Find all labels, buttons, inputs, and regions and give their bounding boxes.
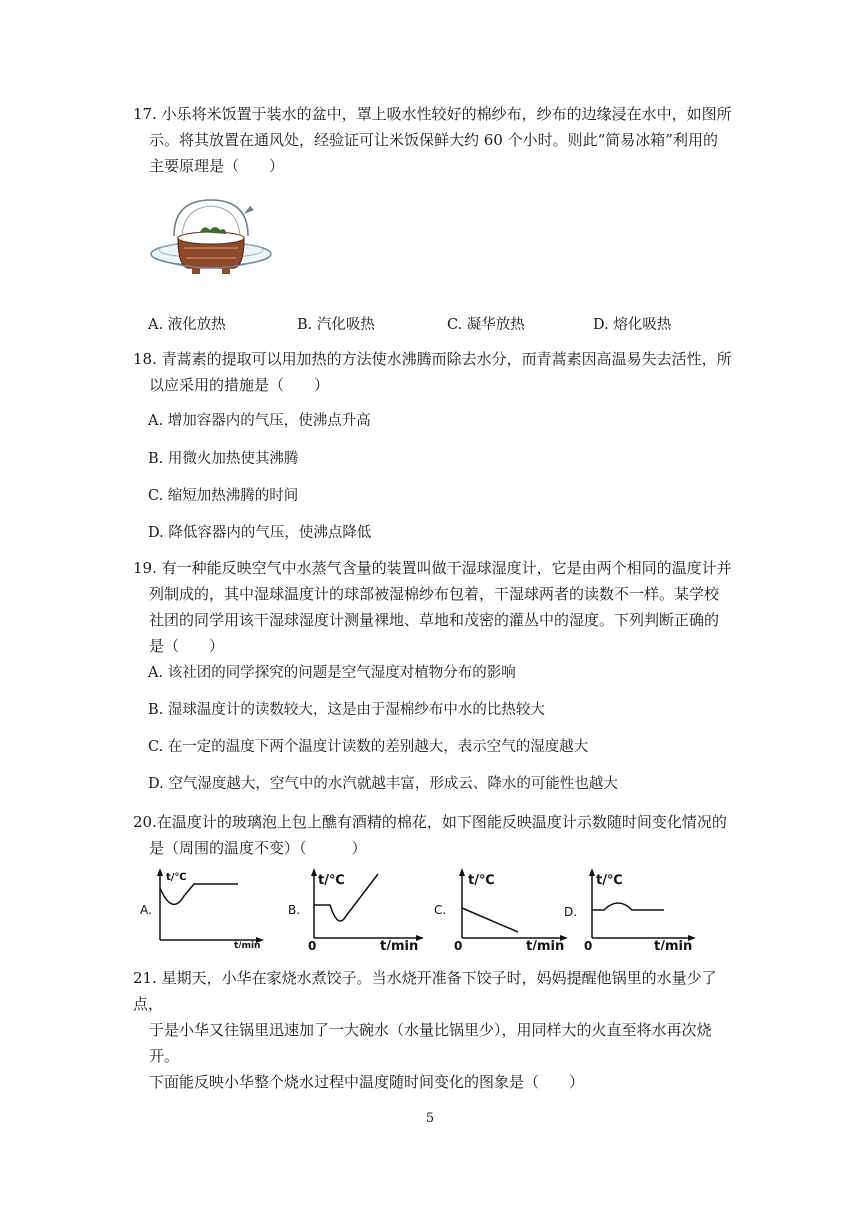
graph-d-curve bbox=[592, 903, 664, 910]
question-19-line-4: 是（ ） bbox=[149, 637, 225, 655]
q19-option-a[interactable]: A. 该社团的同学探究的问题是空气湿度对植物分布的影响 bbox=[148, 665, 516, 681]
question-17 bbox=[133, 101, 733, 179]
question-18-line-2: 以应采用的措施是（ ） bbox=[149, 376, 330, 394]
graph-c-option-label: C. bbox=[434, 903, 447, 917]
question-21-line-1: 21. 星期天，小华在家烧水煮饺子。当水烧开准备下饺子时，妈妈提醒他锅里的水量少了点， bbox=[133, 969, 717, 1013]
question-19-line-3: 社团的同学用该干湿球湿度计测量裸地、草地和茂密的灌丛中的湿度。下列判断正确的 bbox=[149, 611, 720, 629]
graph-a-curve bbox=[160, 884, 238, 904]
graph-b-x-label: t/min bbox=[380, 939, 419, 950]
q20-graph-c[interactable] bbox=[434, 868, 574, 954]
rice-basin-figure bbox=[148, 196, 278, 292]
graph-b-y-label: t/℃ bbox=[318, 873, 345, 888]
question-17-line-3: 主要原理是（ ） bbox=[149, 157, 285, 175]
q18-option-a[interactable]: A. 增加容器内的气压，使沸点升高 bbox=[148, 413, 371, 429]
graph-c-origin: 0 bbox=[454, 939, 463, 950]
graph-a-option-label: A. bbox=[140, 903, 152, 917]
graph-b-origin: 0 bbox=[308, 939, 317, 950]
graph-d-origin: 0 bbox=[584, 939, 593, 950]
graph-c-y-label: t/℃ bbox=[468, 873, 495, 888]
q17-option-a[interactable]: A. 液化放热 bbox=[148, 317, 226, 333]
question-19-line-1: 19. 有一种能反映空气中水蒸气含量的装置叫做干湿球湿度计，它是由两个相同的温度计并 bbox=[133, 559, 732, 577]
q17-option-c[interactable]: C. 凝华放热 bbox=[447, 317, 525, 333]
q19-option-d[interactable]: D. 空气湿度越大，空气中的水汽就越丰富，形成云、降水的可能性也越大 bbox=[148, 776, 618, 792]
question-19 bbox=[133, 555, 733, 659]
question-17-line-1: 17. 小乐将米饭置于装水的盆中，罩上吸水性较好的棉纱布，纱布的边缘浸在水中，如图所 bbox=[133, 105, 732, 123]
question-18-line-1: 18. 青蒿素的提取可以用加热的方法使水沸腾而除去水分，而青蒿素因高温易失去活性，所 bbox=[133, 350, 732, 368]
q18-option-d[interactable]: D. 降低容器内的气压，使沸点降低 bbox=[148, 525, 372, 541]
q20-graph-a[interactable] bbox=[138, 868, 268, 952]
q20-graph-d[interactable] bbox=[562, 868, 702, 954]
question-20-line-2: 是（周围的温度不变）（ ） bbox=[149, 839, 367, 857]
q20-graph-b[interactable] bbox=[288, 868, 428, 954]
graph-c-line bbox=[462, 908, 518, 932]
q18-option-b[interactable]: B. 用微火加热使其沸腾 bbox=[148, 451, 299, 467]
question-21-line-2: 于是小华又往锅里迅速加了一大碗水（水量比锅里少），用同样大的火直至将水再次烧开。 bbox=[149, 1021, 712, 1065]
question-19-line-2: 列制成的，其中湿球温度计的球部被湿棉纱布包着，干湿球两者的读数不一样。某学校 bbox=[149, 585, 720, 603]
question-21-line-3: 下面能反映小华整个烧水过程中温度随时间变化的图象是（ ） bbox=[149, 1073, 585, 1091]
page-number: 5 bbox=[425, 1111, 435, 1126]
graph-a-y-label: t/℃ bbox=[166, 872, 187, 883]
graph-a-x-label: t/min bbox=[234, 941, 261, 948]
q19-option-c[interactable]: C. 在一定的温度下两个温度计读数的差别越大，表示空气的湿度越大 bbox=[148, 739, 589, 755]
graph-c-x-label: t/min bbox=[526, 939, 565, 950]
q18-option-c[interactable]: C. 缩短加热沸腾的时间 bbox=[148, 488, 299, 504]
question-21 bbox=[133, 965, 733, 1095]
q17-option-b[interactable]: B. 汽化吸热 bbox=[297, 317, 375, 333]
graph-d-x-label: t/min bbox=[654, 939, 693, 950]
question-17-line-2: 示。将其放置在通风处，经验证可让米饭保鲜大约 60 个小时。则此“简易冰箱”利用的 bbox=[149, 131, 718, 149]
graph-d-y-label: t/℃ bbox=[596, 873, 623, 888]
question-20-line-1: 20.在温度计的玻璃泡上包上醮有酒精的棉花，如下图能反映温度计示数随时间变化情况的 bbox=[133, 813, 727, 831]
q17-option-d[interactable]: D. 熔化吸热 bbox=[593, 317, 672, 333]
question-18 bbox=[133, 346, 733, 398]
q19-option-b[interactable]: B. 湿球温度计的读数较大，这是由于湿棉纱布中水的比热较大 bbox=[148, 702, 545, 718]
question-20 bbox=[133, 809, 733, 861]
graph-b-option-label: B. bbox=[288, 903, 301, 917]
graph-d-option-label: D. bbox=[564, 905, 578, 919]
